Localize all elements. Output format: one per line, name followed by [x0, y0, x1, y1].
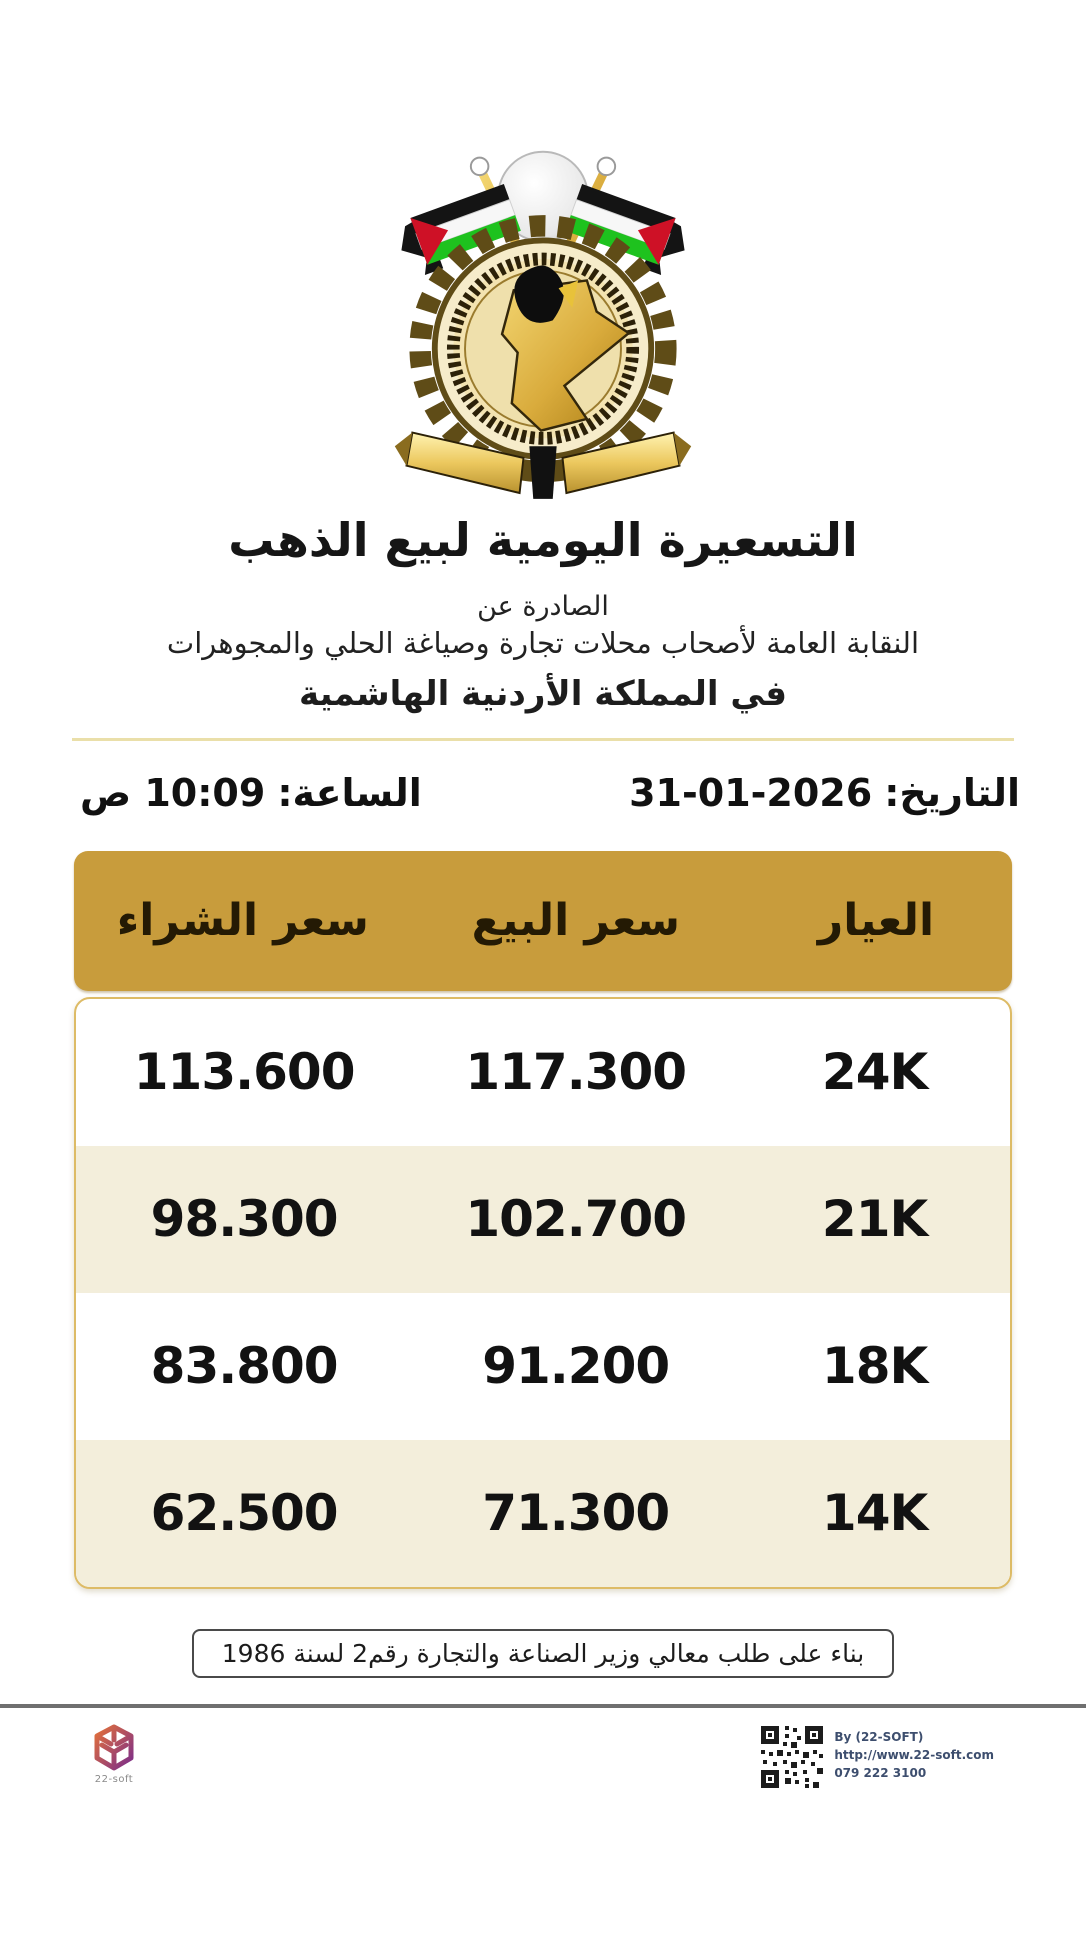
date-pair: [629, 771, 1020, 815]
brand-caption: 22-soft: [94, 1773, 134, 1785]
cube-logo-icon: [92, 1724, 136, 1772]
credit-text: [834, 1724, 994, 1782]
price-table-body: [74, 997, 1012, 1589]
buy-price-value: 98.300: [150, 1190, 338, 1249]
karat-value: 14K: [821, 1484, 928, 1543]
syndicate-emblem-logo: [387, 142, 699, 501]
karat-value: 21K: [821, 1190, 928, 1249]
karat-value: 18K: [821, 1337, 928, 1396]
issued-by-label: الصادرة عن: [477, 590, 609, 622]
time-label: الساعة:: [277, 770, 422, 815]
karat-value: 24K: [821, 1043, 928, 1102]
buy-price-value: 113.600: [133, 1043, 355, 1102]
table-row: [76, 1146, 1010, 1293]
sell-price-value: 102.700: [465, 1190, 687, 1249]
buy-price-value: 83.800: [150, 1337, 338, 1396]
column-header-sell-price: سعر البيع: [471, 895, 681, 947]
gold-divider: [72, 738, 1014, 741]
table-row: [76, 999, 1010, 1146]
note-wrap: [0, 1629, 1086, 1678]
country-line: في المملكة الأردنية الهاشمية: [298, 673, 788, 714]
table-row: [76, 1293, 1010, 1440]
datetime-row: [80, 771, 1020, 815]
issuer-name: النقابة العامة لأصحاب محلات تجارة وصياغة الحلي والمجوهرات: [166, 625, 920, 660]
table-row: [76, 1440, 1010, 1587]
footer: [0, 1708, 1086, 1790]
column-header-karat: العيار: [817, 895, 935, 947]
column-header-buy-price: سعر الشراء: [116, 895, 369, 947]
credit-block: [759, 1724, 994, 1790]
legal-note: بناء على طلب معالي وزير الصناعة والتجارة رقم2 لسنة 1986: [192, 1629, 894, 1678]
brand-block: [92, 1724, 136, 1785]
credit-line-by: By (22-SOFT): [834, 1729, 924, 1744]
credit-line-phone: 079 222 3100: [834, 1765, 927, 1780]
sell-price-value: 71.300: [482, 1484, 670, 1543]
price-table-header: [74, 851, 1012, 991]
credit-line-url: http://www.22-soft.com: [834, 1747, 994, 1762]
buy-price-value: 62.500: [150, 1484, 338, 1543]
gold-price-bulletin: [0, 142, 1086, 1959]
date-label: التاريخ:: [884, 770, 1020, 815]
date-value: 31-01-2026: [629, 770, 873, 815]
sell-price-value: 91.200: [482, 1337, 670, 1396]
sell-price-value: 117.300: [465, 1043, 687, 1102]
page-title: التسعيرة اليومية لبيع الذهب: [228, 512, 858, 567]
time-pair: [80, 771, 422, 815]
qr-code-icon: [759, 1724, 825, 1790]
time-value: 10:09 ص: [80, 770, 266, 815]
